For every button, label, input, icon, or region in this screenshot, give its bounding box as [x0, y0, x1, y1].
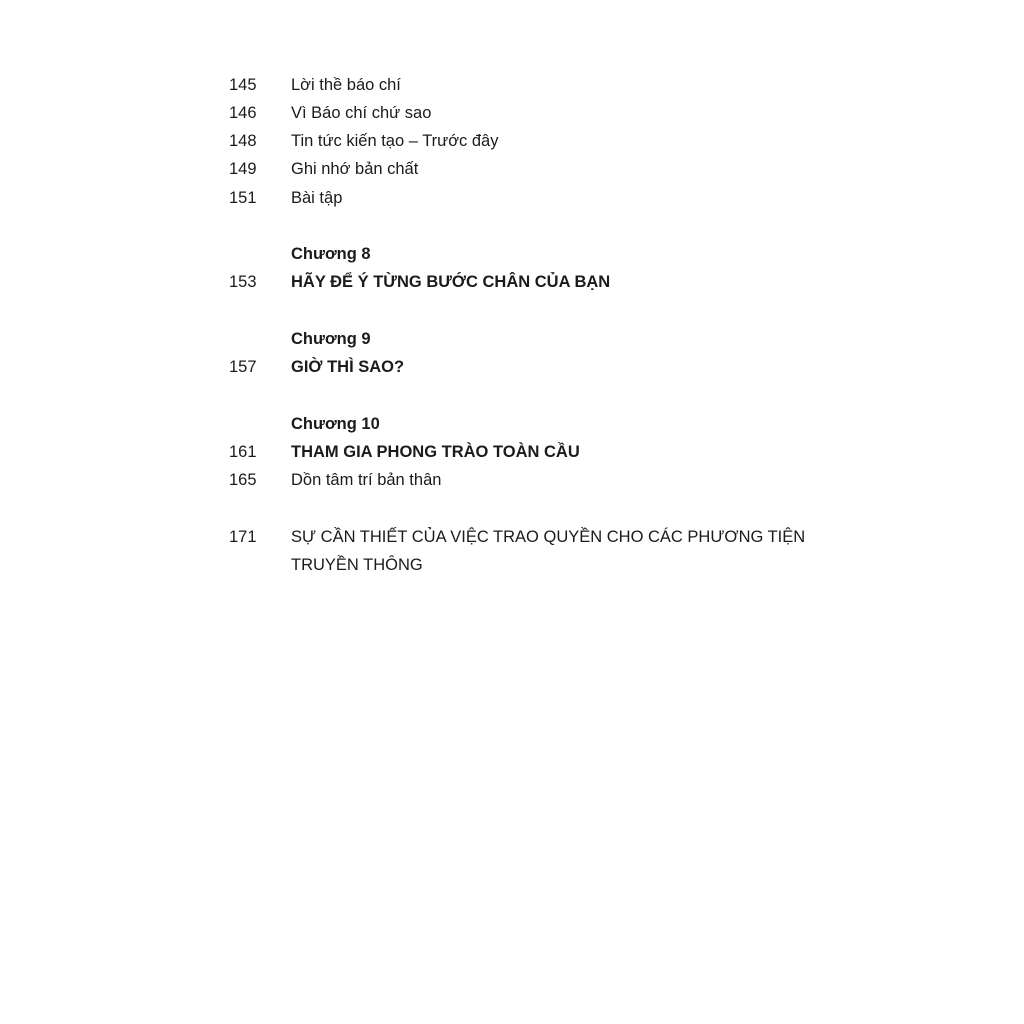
toc-entry-title: Tin tức kiến tạo – Trước đây	[291, 132, 499, 150]
toc-page-number: 145	[229, 76, 257, 94]
toc-page-number: 171	[229, 528, 257, 546]
chapter-entry	[0, 268, 1024, 296]
chapter-label: Chương 10	[291, 415, 380, 433]
chapter-entry	[0, 353, 1024, 381]
toc-entry-title: Vì Báo chí chứ sao	[291, 104, 432, 122]
toc-entry-title: Bài tập	[291, 189, 343, 207]
toc-entry	[0, 523, 1024, 551]
toc-page-number: 161	[229, 443, 257, 461]
chapter-heading	[0, 410, 1024, 438]
toc-entry-title-line2: TRUYỀN THÔNG	[291, 556, 423, 574]
toc-entry	[0, 466, 1024, 494]
toc-entry	[0, 71, 1024, 99]
toc-entry-title-line1: SỰ CẦN THIẾT CỦA VIỆC TRAO QUYỀN CHO CÁC PHƯƠNG TIỆN	[291, 528, 806, 546]
toc-entry	[0, 99, 1024, 127]
chapter-title: HÃY ĐỂ Ý TỪNG BƯỚC CHÂN CỦA BẠN	[291, 273, 611, 291]
toc-entry	[0, 127, 1024, 155]
toc-page-number: 151	[229, 189, 257, 207]
toc-page-number: 146	[229, 104, 257, 122]
toc-entry	[0, 155, 1024, 183]
toc-entry-title: Dồn tâm trí bản thân	[291, 471, 442, 489]
toc-entry-title: Ghi nhớ bản chất	[291, 160, 419, 178]
toc-entry-title: Lời thề báo chí	[291, 76, 401, 94]
chapter-title: GIỜ THÌ SAO?	[291, 358, 405, 376]
chapter-entry	[0, 438, 1024, 466]
toc-page-number: 149	[229, 160, 257, 178]
toc-page-number: 153	[229, 273, 257, 291]
chapter-heading	[0, 240, 1024, 268]
chapter-label: Chương 9	[291, 330, 371, 348]
chapter-title: THAM GIA PHONG TRÀO TOÀN CẦU	[291, 443, 580, 461]
toc-page-number: 165	[229, 471, 257, 489]
chapter-label: Chương 8	[291, 245, 371, 263]
chapter-heading	[0, 325, 1024, 353]
toc-page-number: 157	[229, 358, 257, 376]
toc-page-number: 148	[229, 132, 257, 150]
toc-entry	[0, 184, 1024, 212]
